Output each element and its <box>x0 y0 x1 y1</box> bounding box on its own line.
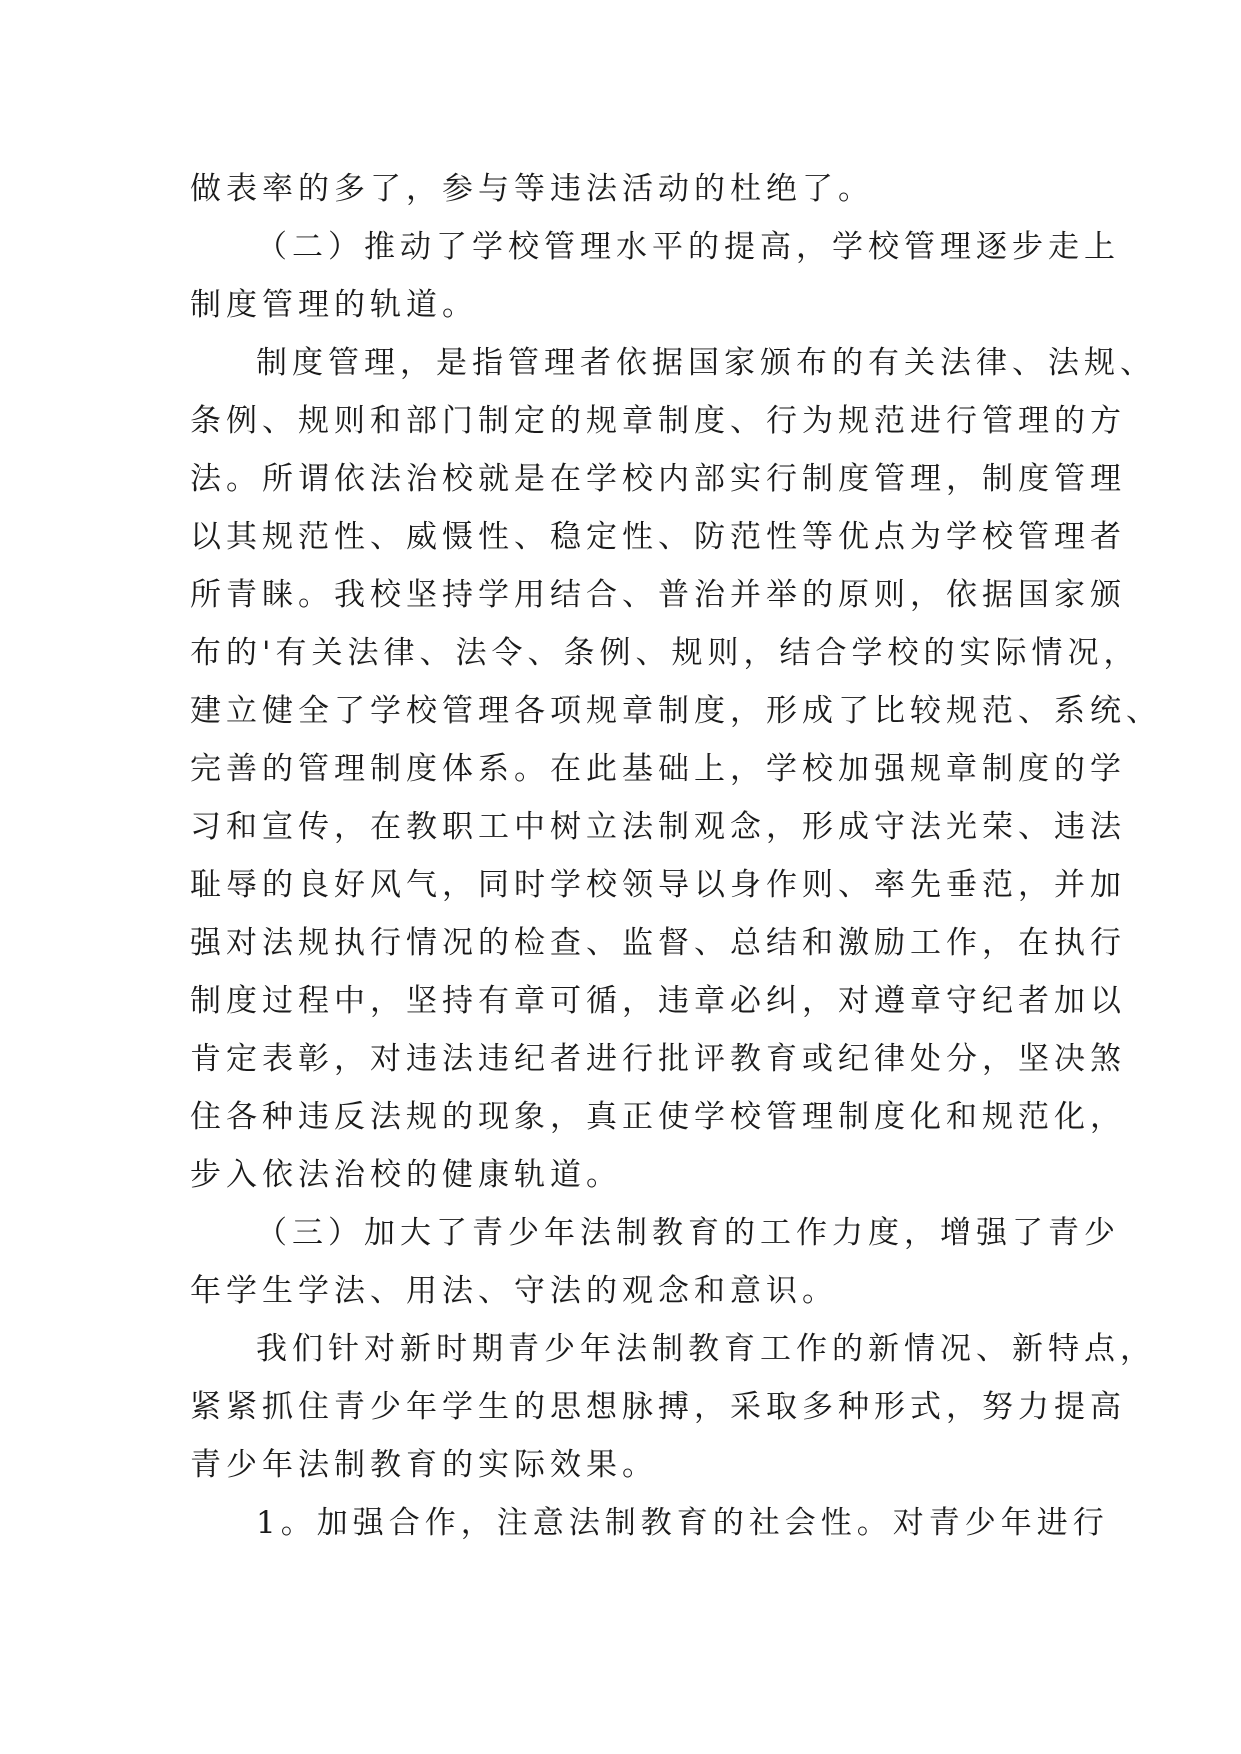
text-line: 法。所谓依法治校就是在学校内部实行制度管理，制度管理 <box>190 461 1126 497</box>
text-line: 住各种违反法规的现象，真正使学校管理制度化和规范化， <box>190 1099 1126 1135</box>
text-line: 所青睐。我校坚持学用结合、普治并举的原则，依据国家颁 <box>190 577 1126 613</box>
text-line: （二）推动了学校管理水平的提高，学校管理逐步走上 <box>256 229 1120 265</box>
text-line: 步入依法治校的健康轨道。 <box>190 1157 622 1193</box>
text-line: 习和宣传，在教职工中树立法制观念，形成守法光荣、违法 <box>190 809 1126 845</box>
body-text <box>190 160 1162 1552</box>
text-line: 青少年法制教育的实际效果。 <box>190 1447 658 1483</box>
text-line: 我们针对新时期青少年法制教育工作的新情况、新特点， <box>256 1331 1156 1367</box>
text-line: 以其规范性、威慑性、稳定性、防范性等优点为学校管理者 <box>190 519 1126 555</box>
text-line: 制度管理，是指管理者依据国家颁布的有关法律、法规、 <box>256 345 1156 381</box>
text-line: （三）加大了青少年法制教育的工作力度，增强了青少 <box>256 1215 1120 1251</box>
text-line: 1。加强合作，注意法制教育的社会性。对青少年进行 <box>256 1505 1109 1541</box>
text-line: 耻辱的良好风气，同时学校领导以身作则、率先垂范，并加 <box>190 867 1126 903</box>
text-line: 做表率的多了，参与等违法活动的杜绝了。 <box>190 171 874 207</box>
text-line: 建立健全了学校管理各项规章制度，形成了比较规范、系统、 <box>190 693 1162 729</box>
text-line: 完善的管理制度体系。在此基础上，学校加强规章制度的学 <box>190 751 1126 787</box>
text-line: 年学生学法、用法、守法的观念和意识。 <box>190 1273 838 1309</box>
text-line: 条例、规则和部门制定的规章制度、行为规范进行管理的方 <box>190 403 1126 439</box>
text-line: 肯定表彰，对违法违纪者进行批评教育或纪律处分，坚决煞 <box>190 1041 1126 1077</box>
text-line: 制度管理的轨道。 <box>190 287 478 323</box>
text-line: 布的'有关法律、法令、条例、规则，结合学校的实际情况， <box>190 635 1140 671</box>
text-line: 制度过程中，坚持有章可循，违章必纠，对遵章守纪者加以 <box>190 983 1126 1019</box>
text-line: 强对法规执行情况的检查、监督、总结和激励工作，在执行 <box>190 925 1126 961</box>
text-line: 紧紧抓住青少年学生的思想脉搏，采取多种形式，努力提高 <box>190 1389 1126 1425</box>
